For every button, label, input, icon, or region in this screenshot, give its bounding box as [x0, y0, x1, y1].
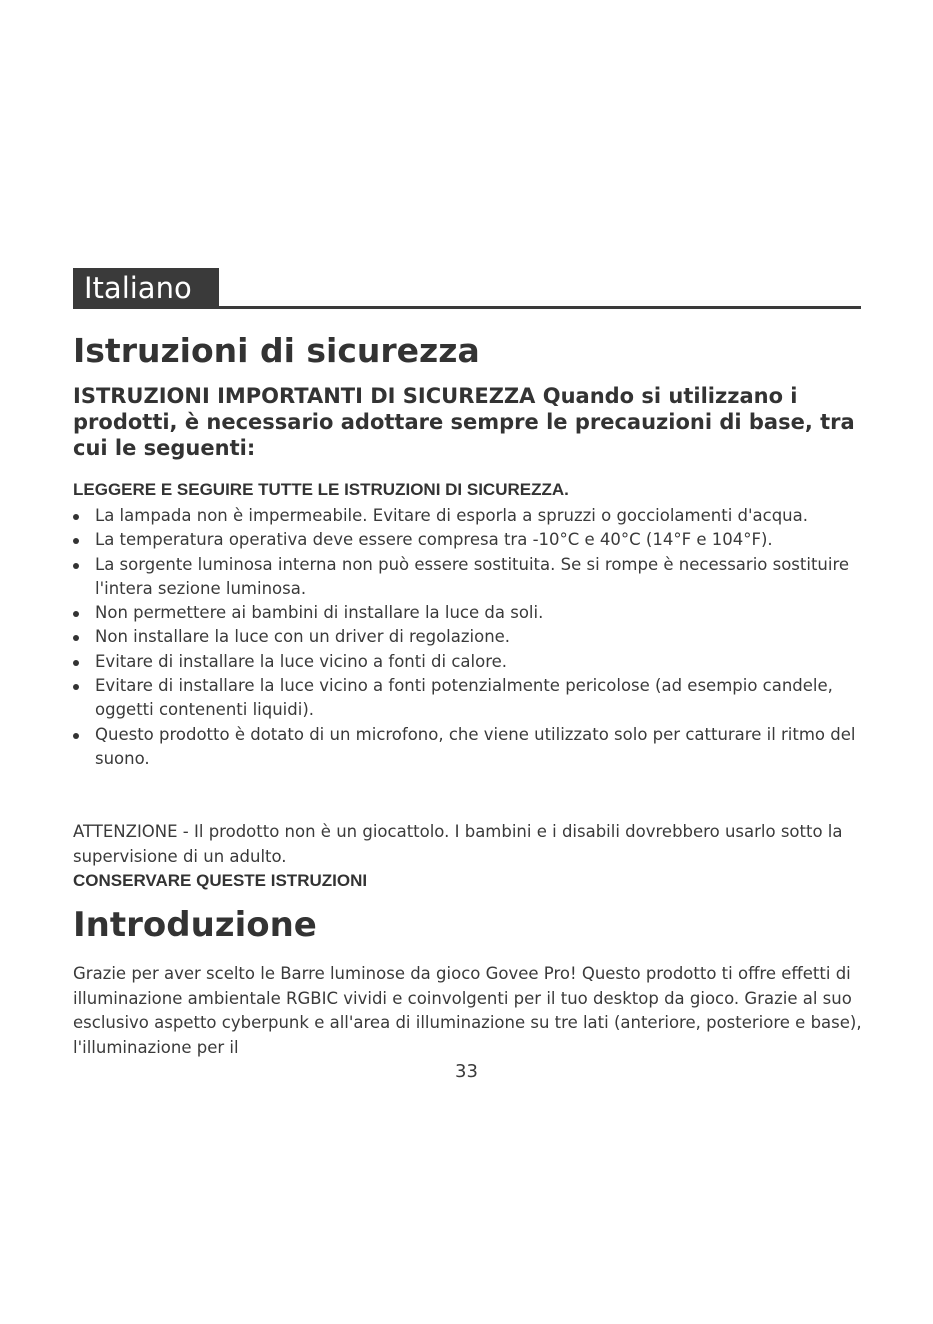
list-item: Evitare di installare la luce vicino a fonti di calore. — [73, 650, 873, 674]
intro-paragraph: Grazie per aver scelto le Barre luminose da gioco Govee Pro! Questo prodotto ti offre effetti di illuminazione ambientale RGBIC vividi e coinvolgenti per il tuo desktop da gioco. Grazie al suo esclusivo aspetto cyberpunk e all'area di illuminazione su tre lati (anteriore, posteriore e base), l'illuminazione per il — [73, 964, 862, 1057]
language-tab: Italiano — [73, 268, 219, 309]
keep-instructions: CONSERVARE QUESTE ISTRUZIONI — [73, 871, 368, 890]
intro-title: Introduzione — [73, 905, 317, 945]
page-number: 33 — [455, 1061, 478, 1082]
safety-subheading: ISTRUZIONI IMPORTANTI DI SICUREZZA Quando si utilizzano i prodotti, è necessario adottare sempre le precauzioni di base, tra cui le seguenti: — [73, 384, 855, 460]
header-rule — [219, 306, 861, 309]
safety-title: Istruzioni di sicurezza — [73, 331, 480, 370]
warning-paragraph: ATTENZIONE - Il prodotto non è un giocattolo. I bambini e i disabili dovrebbero usarlo sotto la supervisione di un adulto. — [73, 822, 843, 866]
list-item: La lampada non è impermeabile. Evitare di esporla a spruzzi o gocciolamenti d'acqua. — [73, 504, 873, 528]
list-item: Non permettere ai bambini di installare la luce da soli. — [73, 601, 873, 625]
list-item: Evitare di installare la luce vicino a fonti potenzialmente pericolose (ad esempio candele, oggetti contenenti liquidi). — [73, 674, 873, 723]
list-item: Questo prodotto è dotato di un microfono, che viene utilizzato solo per catturare il ritmo del suono. — [73, 723, 873, 772]
language-header — [73, 268, 861, 312]
safety-list — [73, 504, 873, 771]
list-item: La temperatura operativa deve essere compresa tra -10°C e 40°C (14°F e 104°F). — [73, 528, 873, 552]
read-all-instructions: LEGGERE E SEGUIRE TUTTE LE ISTRUZIONI DI SICUREZZA. — [73, 480, 569, 499]
list-item: La sorgente luminosa interna non può essere sostituita. Se si rompe è necessario sostituire l'intera sezione luminosa. — [73, 553, 873, 602]
list-item: Non installare la luce con un driver di regolazione. — [73, 625, 873, 649]
